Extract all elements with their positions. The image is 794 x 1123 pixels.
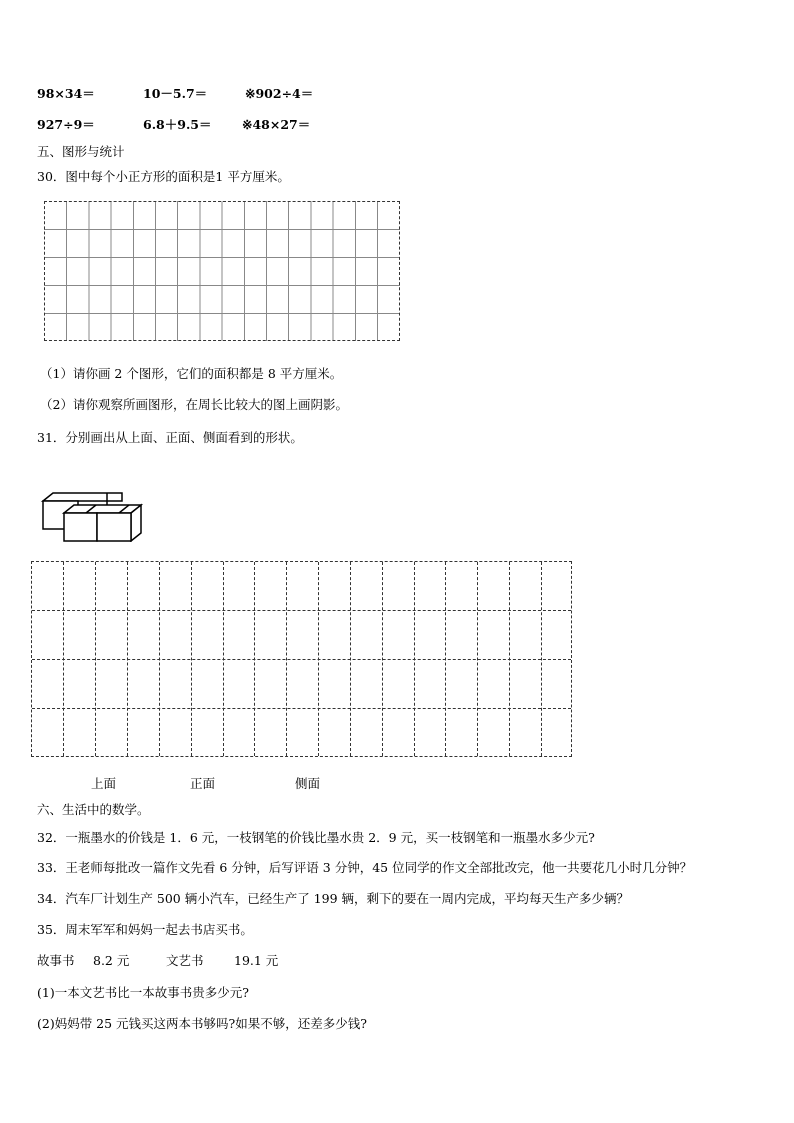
calc-2-1: 927÷9＝ [37,117,95,132]
label-side-view: 侧面 [295,776,321,791]
question-31: 31．分别画出从上面、正面、侧面看到的形状。 [37,430,303,445]
calc-1-1: 98×34＝ [37,86,95,101]
question-35-part-1: (1)一本文艺书比一本故事书贵多少元? [37,985,249,1000]
calc-2-3: ※48×27＝ [242,117,311,132]
question-34: 34．汽车厂计划生产 500 辆小汽车，已经生产了 199 辆，剩下的要在一周内完成，平均每天生产多少辆？ [37,891,630,906]
art-book-label: 文艺书 [166,953,204,968]
section-5-heading: 五、图形与统计 [37,144,125,159]
label-top-view: 上面 [91,776,117,791]
art-book-price: 19.1 元 [234,953,279,968]
square-grid-q30 [44,201,400,341]
question-33: 33．王老师每批改一篇作文先看 6 分钟，后写评语 3 分钟，45 位同学的作文全部批改完，他一共要花几小时几分钟？ [37,860,693,875]
question-30: 30．图中每个小正方形的面积是1 平方厘米。 [37,169,290,184]
question-30-part-1: （1）请你画 2 个图形，它们的面积都是 8 平方厘米。 [40,366,343,381]
question-35-part-2: (2)妈妈带 25 元钱买这两本书够吗?如果不够，还差多少钱? [37,1016,367,1031]
cube-figure [40,490,144,542]
calc-1-2: 10－5.7＝ [143,86,208,101]
calc-2-2: 6.8＋9.5＝ [143,117,212,132]
story-book-price: 8.2 元 [93,953,130,968]
question-32: 32．一瓶墨水的价钱是 1．6 元，一枝钢笔的价钱比墨水贵 2．9 元，买一枝钢笔和一瓶墨水多少元? [37,830,595,845]
question-35: 35．周末军军和妈妈一起去书店买书。 [37,922,253,937]
section-6-heading: 六、生活中的数学。 [37,802,150,817]
calc-1-3: ※902÷4＝ [245,86,314,101]
label-front-view: 正面 [190,776,216,791]
question-30-part-2: （2）请你观察所画图形，在周长比较大的图上画阴影。 [40,397,348,412]
story-book-label: 故事书 [37,953,75,968]
view-drawing-grid [31,561,572,757]
